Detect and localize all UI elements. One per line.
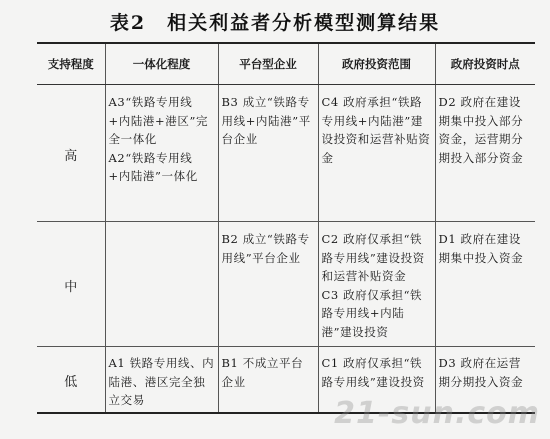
cell-text: D3 政府在运营期分期投入资金 [438, 356, 524, 389]
header-integration: 一体化程度 [105, 43, 218, 85]
watermark: 21-sun.com [334, 396, 540, 431]
table-row [37, 222, 535, 347]
scope-cell [318, 85, 435, 222]
scope-cell [318, 222, 435, 347]
level-cell: 中 [37, 222, 105, 347]
cell-text: C2 政府仅承担“铁路专用线”建设投资和运营补贴资金 [321, 232, 425, 283]
platform-cell [218, 347, 318, 414]
table-row [37, 85, 535, 222]
integration-cell [105, 85, 218, 222]
level-cell: 低 [37, 347, 105, 414]
cell-text: C3 政府仅承担“铁路专用线+内陆港”建设投资 [321, 287, 423, 339]
cell-text: A3“铁路专用线+内陆港+港区”完全一体化 [108, 95, 209, 146]
integration-cell [105, 347, 218, 414]
platform-cell [218, 85, 318, 222]
timing-cell [435, 222, 535, 347]
platform-cell [218, 222, 318, 347]
cell-text: C1 政府仅承担“铁路专用线”建设投资 [321, 356, 425, 389]
cell-text: B3 成立“铁路专用线+内陆港”平台企业 [221, 95, 311, 146]
header-invest-timing: 政府投资时点 [435, 43, 535, 85]
cell-text: B1 不成立平台企业 [221, 356, 304, 389]
integration-cell [105, 222, 218, 347]
header-platform: 平台型企业 [218, 43, 318, 85]
timing-cell [435, 85, 535, 222]
header-invest-scope: 政府投资范围 [318, 43, 435, 85]
header-support-level: 支持程度 [37, 43, 105, 85]
cell-text: A1 铁路专用线、内陆港、港区完全独立交易 [108, 356, 215, 407]
level-cell: 高 [37, 85, 105, 222]
cell-text: D1 政府在建设期集中投入资金 [438, 232, 524, 265]
cell-text: B2 成立“铁路专用线”平台企业 [221, 232, 310, 265]
cell-text: C4 政府承担“铁路专用线+内陆港”建设投资和运营补贴资金 [321, 95, 431, 165]
cell-text: A2“铁路专用线+内陆港”一体化 [108, 150, 198, 183]
cell-text: D2 政府在建设期集中投入部分资金，运营期分期投入部分资金 [438, 95, 524, 165]
results-table [37, 42, 535, 414]
table-title: 表2 相关利益者分析模型测算结果 [109, 12, 441, 34]
header-row [37, 43, 535, 85]
